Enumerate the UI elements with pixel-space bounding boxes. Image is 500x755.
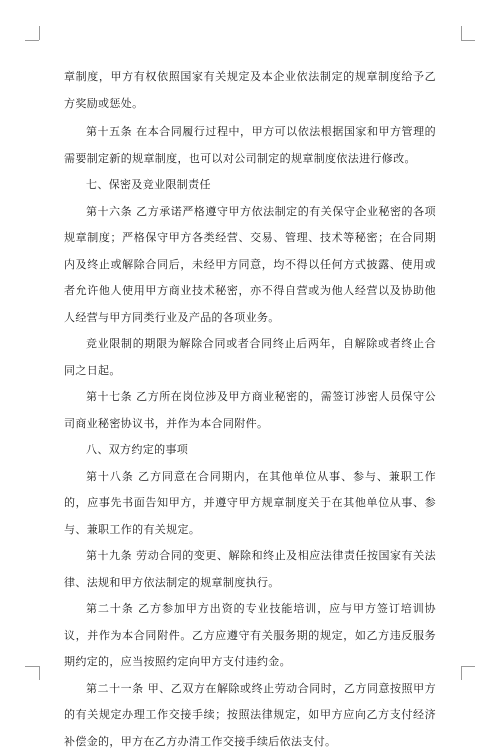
paragraph-article-17: 第十七条 乙方所在岗位涉及甲方商业秘密的，需签订涉密人员保守公司商业秘密协议书，并作为本合同附件。 [64, 384, 436, 437]
crop-mark-top-left-h [25, 40, 39, 41]
paragraph-article-21: 第二十一条 甲、乙双方在解除或终止劳动合同时，乙方同意按照甲方的有关规定办理工作交接手续；按照法律规定，如甲方应向乙方支付经济补偿金的，甲方在乙方办清工作交接手续后依法支付。 [64, 676, 436, 755]
crop-mark-bottom-right-v [461, 666, 462, 680]
paragraph-noncompete-term: 竞业限制的期限为解除合同或者合同终止后两年，自解除或者终止合同之日起。 [64, 331, 436, 384]
paragraph-article-16: 第十六条 乙方承诺严格遵守甲方依法制定的有关保守企业秘密的各项规章制度；严格保守甲方各类经营、交易、管理、技术等秘密；在合同期内及终止或解除合同后，未经甲方同意，均不得以任何方式披露、使用或者允许他人使用甲方商业技术秘密，亦不得自营或为他人经营以及协助他人经营与甲方同类行业及产品的各项业务。 [64, 199, 436, 332]
crop-mark-top-right-h [461, 40, 475, 41]
crop-mark-top-right-v [461, 26, 462, 40]
paragraph-article-19: 第十九条 劳动合同的变更、解除和终止及相应法律责任按国家有关法律、法规和甲方依法制定的规章制度执行。 [64, 543, 436, 596]
paragraph-continuation: 章制度，甲方有权依照国家有关规定及本企业依法制定的规章制度给予乙方奖励或惩处。 [64, 64, 436, 117]
paragraph-article-20: 第二十条 乙方参加甲方出资的专业技能培训，应与甲方签订培训协议，并作为本合同附件。乙方应遵守有关服务期的规定，如乙方违反服务期约定的，应当按照约定向甲方支付违约金。 [64, 596, 436, 676]
crop-mark-bottom-right-h [461, 666, 475, 667]
document-body [64, 64, 436, 755]
paragraph-article-18: 第十八条 乙方同意在合同期内，在其他单位从事、参与、兼职工作的，应事先书面告知甲方，并遵守甲方规章制度关于在其他单位从事、参与、兼职工作的有关规定。 [64, 464, 436, 544]
paragraph-article-15: 第十五条 在本合同履行过程中，甲方可以依法根据国家和甲方管理的需要制定新的规章制度，也可以对公司制定的规章制度依法进行修改。 [64, 119, 436, 172]
crop-mark-bottom-left-h [25, 666, 39, 667]
crop-mark-bottom-left-v [39, 666, 40, 680]
section-heading-agreed-matters: 八、双方约定的事项 [64, 437, 436, 464]
crop-mark-top-left-v [39, 26, 40, 40]
section-heading-confidentiality: 七、保密及竞业限制责任 [64, 172, 436, 199]
